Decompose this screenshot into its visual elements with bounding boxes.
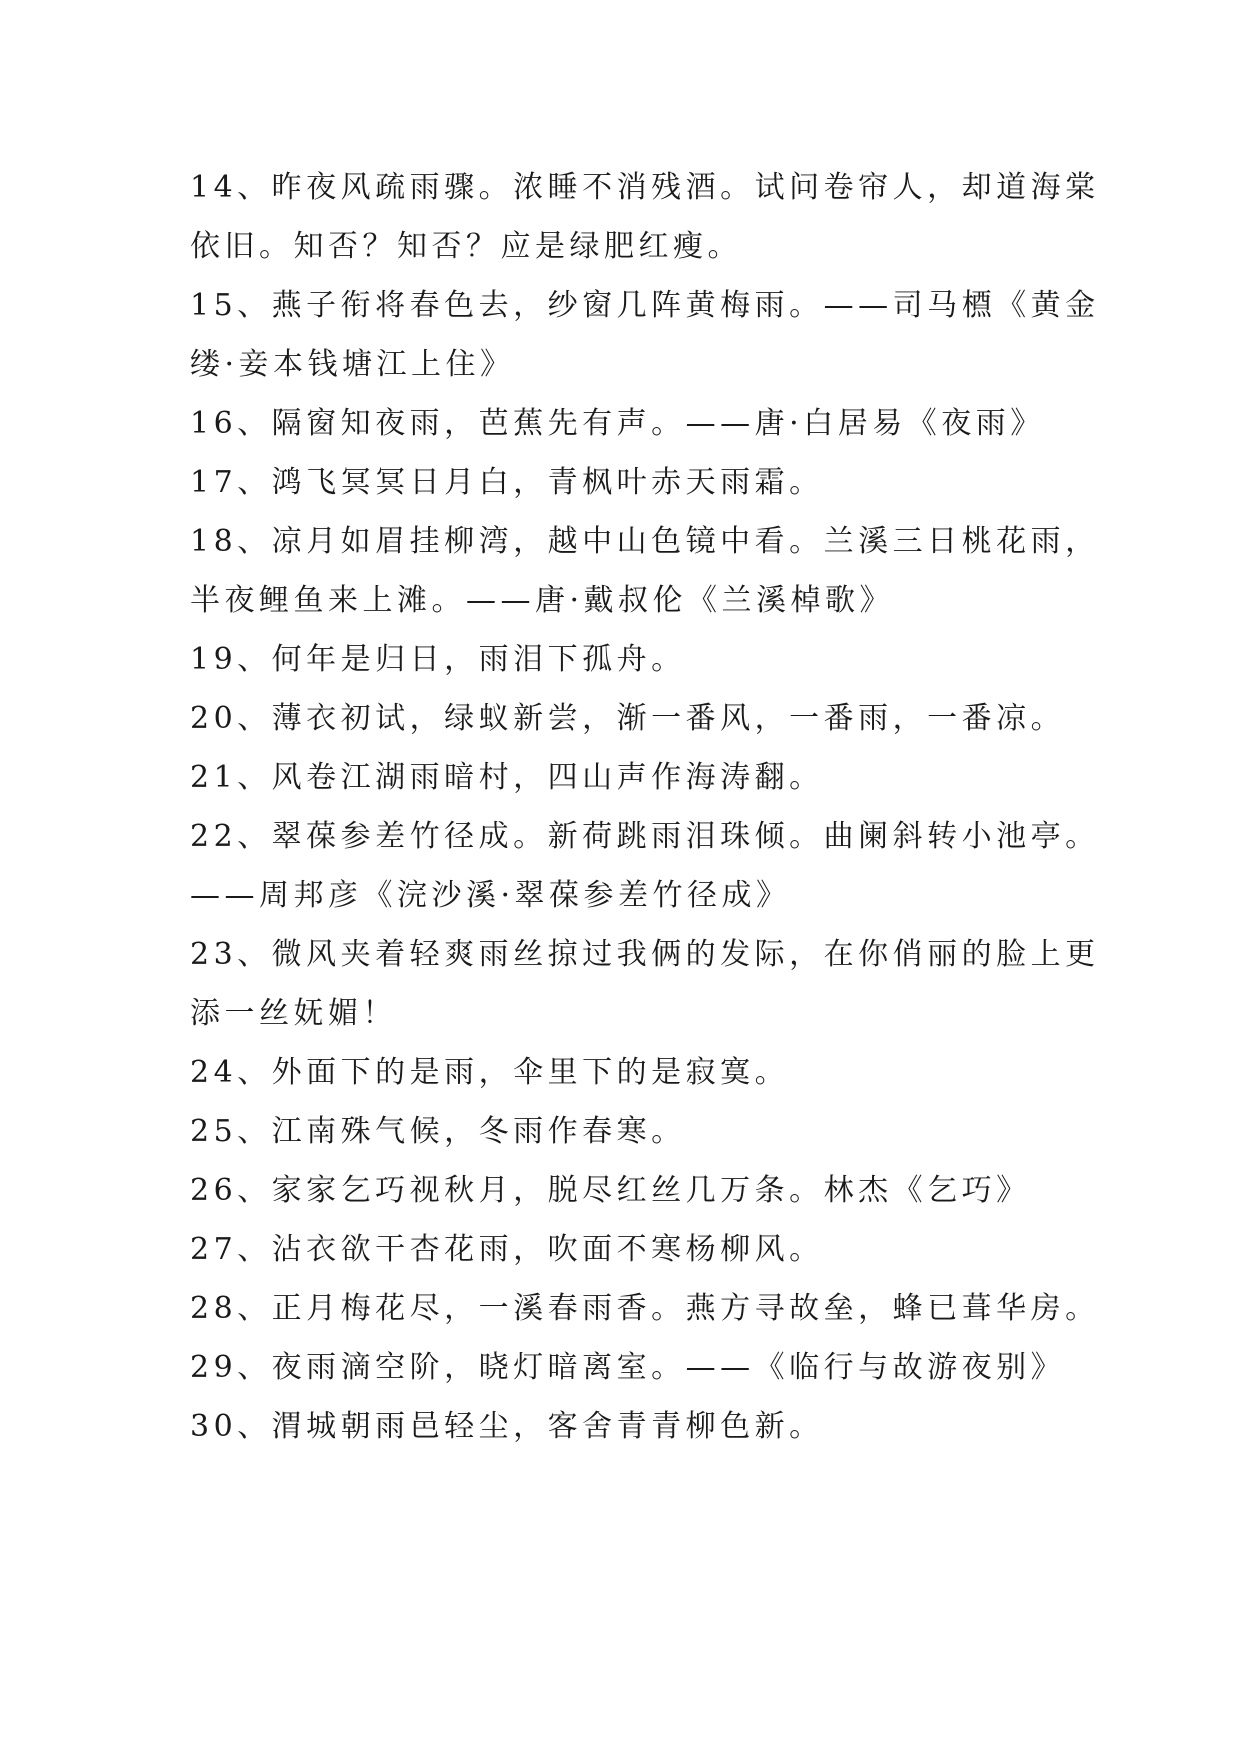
text-line: 添一丝妩媚！ [190,996,397,1031]
text-line: 22、翠葆参差竹径成。新荷跳雨泪珠倾。曲阑斜转小池亭。 [190,819,1100,854]
text-line: 依旧。知否？知否？应是绿肥红瘦。 [190,229,742,264]
text-line: 14、昨夜风疏雨骤。浓睡不消残酒。试问卷帘人，却道海棠 [190,170,1100,205]
text-line: 29、夜雨滴空阶，晓灯暗离室。——《临行与故游夜别》 [190,1350,1066,1385]
text-line: 25、江南殊气候，冬雨作春寒。 [190,1114,686,1149]
text-line: 15、燕子衔将春色去，纱窗几阵黄梅雨。——司马槱《黄金 [190,288,1100,323]
poem-list [190,158,1100,1456]
text-line: 28、正月梅花尽，一溪春雨香。燕方寻故垒，蜂已葺华房。 [190,1291,1100,1326]
text-line: 半夜鲤鱼来上滩。——唐·戴叔伦《兰溪棹歌》 [190,583,895,618]
text-line: 27、沾衣欲干杏花雨，吹面不寒杨柳风。 [190,1232,824,1267]
text-line: 19、何年是归日，雨泪下孤舟。 [190,642,686,677]
text-line: 缕·妾本钱塘江上住》 [190,347,515,382]
text-line: 20、薄衣初试，绿蚁新尝，渐一番风，一番雨，一番凉。 [190,701,1066,736]
text-line: 17、鸿飞冥冥日月白，青枫叶赤天雨霜。 [190,465,824,500]
text-line: 23、微风夹着轻爽雨丝掠过我俩的发际，在你俏丽的脸上更 [190,937,1100,972]
text-line: ——周邦彦《浣沙溪·翠葆参差竹径成》 [190,878,791,913]
text-line: 18、凉月如眉挂柳湾，越中山色镜中看。兰溪三日桃花雨， [190,524,1100,559]
text-line: 26、家家乞巧视秋月，脱尽红丝几万条。林杰《乞巧》 [190,1173,1031,1208]
text-line: 16、隔窗知夜雨，芭蕉先有声。——唐·白居易《夜雨》 [190,406,1045,441]
text-line: 21、风卷江湖雨暗村，四山声作海涛翻。 [190,760,824,795]
text-line: 24、外面下的是雨，伞里下的是寂寞。 [190,1055,790,1090]
text-line: 30、渭城朝雨邑轻尘，客舍青青柳色新。 [190,1409,824,1444]
